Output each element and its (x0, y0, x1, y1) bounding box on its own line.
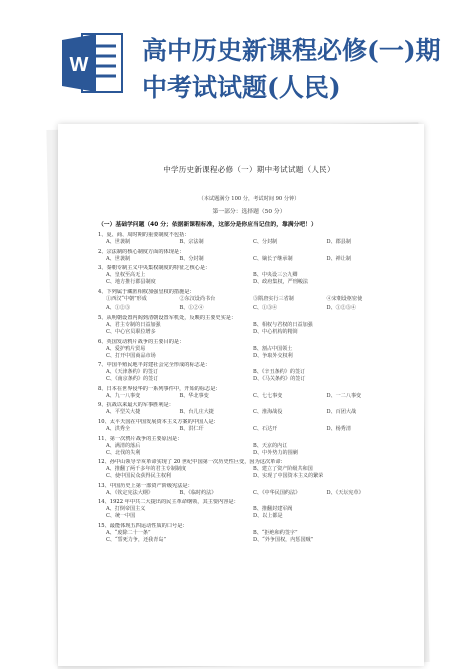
question-options (98, 490, 400, 497)
question-options (98, 530, 400, 544)
answer-option: C、淮海战役 (253, 409, 283, 416)
answer-option: C、嫡长子继承制 (253, 255, 293, 262)
question-stem: 5、从明朝设置内阁到清朝设置军机处，反映的主要史实是： (98, 314, 237, 321)
answer-option: D、“外争国权，内惩国贼” (253, 536, 314, 543)
question-options (98, 426, 400, 433)
answer-option: D、①②③④ (326, 305, 357, 312)
answer-option: A、“废除二十一条” (106, 529, 151, 536)
question-item (98, 483, 400, 497)
answer-option: B、推翻封建军阀 (253, 506, 293, 513)
question-options (98, 305, 400, 312)
question-stem: 8、日本在世界侵华的一系列事件中，开始的标志是： (98, 385, 221, 392)
question-item (98, 499, 400, 520)
exam-note: （本试题满分 100 分，考试时间 90 分钟） (198, 196, 300, 202)
answer-option: A、打倒帝国主义 (106, 506, 146, 513)
question-item (98, 232, 400, 246)
answer-option: D、郡县制 (326, 239, 351, 245)
svg-text:W: W (69, 54, 89, 76)
answer-option: B、分封制 (179, 255, 204, 262)
answer-option: C、《中华民国约法》 (253, 489, 301, 496)
answer-option: ②东汉设尚书台 (179, 295, 216, 302)
answer-option: D、一二八事变 (326, 392, 362, 399)
question-stem: 6、英国发动鸦片战争的主要目的是： (98, 338, 185, 345)
answer-option: C、分封制 (253, 239, 278, 245)
question-stem: 13、中国历史上第一部资产阶级宪法是： (98, 482, 193, 489)
answer-option: B、①②④ (179, 305, 204, 312)
question-options (98, 466, 400, 480)
answer-option: A、满清的落后 (106, 442, 141, 449)
question-item (98, 386, 400, 400)
answer-option: A、洪秀全 (106, 425, 131, 432)
answer-option: ③隋唐实行三省制 (253, 295, 294, 302)
answer-option: C、北伐的失利 (106, 449, 141, 456)
page-title: 高中历史新课程必修(一)期中考试试题(人民) (142, 36, 441, 102)
question-options (98, 296, 400, 303)
question-stem: 2、宗法制的核心制度方面的体现是： (98, 248, 185, 255)
answer-option: A、世袭制 (106, 255, 131, 262)
answer-option: D、中外势力的围剿 (253, 449, 298, 456)
question-options (98, 346, 400, 360)
answer-option: C、“誓死力争，还我青岛” (106, 536, 167, 543)
answer-option: C、中心官员职位增多 (106, 328, 156, 335)
answer-option: B、宗法制 (179, 239, 204, 245)
answer-option: A、皇权至高无上 (106, 272, 146, 279)
question-stem: 9、抗战以来最大的军事胜利是： (98, 402, 174, 409)
answer-option: C、石达开 (253, 425, 278, 432)
answer-option: B、《临时约法》 (179, 489, 217, 496)
question-item (98, 436, 400, 457)
answer-option: A、君主专制的日益加强 (106, 321, 161, 328)
answer-option: C、使中国民众获得民主权利 (106, 473, 172, 480)
answer-option: C、七七事变 (253, 392, 283, 399)
answer-option: B、天京的内讧 (253, 442, 288, 449)
answer-option: C、地方推行郡县制度 (106, 279, 156, 286)
answer-option: D、中心机构的精简 (253, 328, 298, 335)
question-stem: 12、孙中山领导辛亥革命实现了 20 世纪中国第一次历史性巨变，因为这次革命： (98, 459, 286, 466)
answer-option: D、实现了中国资本主义的繁荣 (253, 473, 324, 480)
answer-option: D、《马关条约》的签订 (253, 376, 306, 383)
answer-option: D、《天坛宪草》 (326, 489, 364, 496)
question-item (98, 362, 400, 383)
answer-option: B、《辛丑条约》的签订 (253, 369, 306, 376)
question-list (98, 232, 400, 544)
question-item (98, 305, 400, 312)
question-stem: 14、1922 年中共二大提出的民主革命纲领，其主要内容是： (98, 499, 239, 506)
answer-option: D、争取外交权利 (253, 352, 293, 359)
question-stem: 4、下列属于藏匿相权加强皇权的措施是： (98, 288, 195, 295)
answer-option: B、割占中国领土 (253, 345, 293, 352)
document-title: 中学历史新课程必修（一）期中考试试题（人民） (163, 165, 335, 174)
answer-option: ①西汉“中朝”形成 (106, 295, 147, 302)
answer-option: A、推翻了两千多年的君主专制制度 (106, 466, 187, 473)
header (0, 0, 474, 120)
question-stem: 1、夏、商、周时期的重要制度不包括： (98, 232, 190, 238)
answer-option: D、禅让制 (326, 255, 351, 262)
answer-option: B、台儿庄大捷 (179, 409, 214, 416)
answer-option: B、华北事变 (179, 392, 209, 399)
question-options (98, 393, 400, 400)
answer-option: A、平型关大捷 (106, 409, 141, 416)
answer-option: A、爱护鸦片贸易 (106, 345, 146, 352)
question-item (98, 419, 400, 433)
answer-option: ④宋朝设枢密使 (326, 295, 363, 302)
question-item (98, 523, 400, 544)
question-item (98, 249, 400, 263)
question-options (98, 409, 400, 416)
answer-option: A、《天津条约》的签订 (106, 369, 159, 376)
question-item (98, 315, 400, 336)
answer-option: D、以上都是 (253, 513, 283, 520)
answer-option: B、洪仁玕 (179, 425, 204, 432)
question-stem: 15、最能体现五四运动性质的口号是： (98, 522, 188, 529)
question-options (98, 322, 400, 336)
question-options (98, 272, 400, 286)
answer-option: A、九一八事变 (106, 392, 141, 399)
question-stem: 3、秦朝专制主义中央集权制度的特征之核心是： (98, 265, 211, 272)
question-item (98, 339, 400, 360)
answer-option: B、相权与君权的日益加强 (253, 321, 313, 328)
answer-option: A、世袭制 (106, 239, 131, 245)
answer-option: C、《南京条约》的签订 (106, 376, 159, 383)
answer-option: D、政府集权，严刑峻法 (253, 279, 309, 286)
document-page (58, 124, 424, 666)
answer-option: C、统一中国 (106, 513, 136, 520)
answer-option: A、《钦定宪法大纲》 (106, 489, 153, 496)
answer-option: B、建立了资产阶级共和国 (253, 466, 313, 473)
question-options (98, 443, 400, 457)
question-options (98, 506, 400, 520)
question-item (98, 265, 400, 286)
answer-option: A、①②③ (106, 305, 131, 312)
question-item (98, 402, 400, 416)
question-options (98, 239, 400, 246)
question-stem: 10、太平天国在中国发展资本主义方案的中国人是： (98, 418, 219, 425)
answer-option: C、打开中国商品市场 (106, 352, 156, 359)
question-item (98, 289, 400, 303)
question-stem: 7、中国半殖民地半封建社会完全形成的标志是： (98, 362, 211, 369)
question-item (98, 459, 400, 480)
answer-option: B、“拒绝和约签字” (253, 529, 298, 536)
answer-option: C、①③④ (253, 305, 278, 312)
answer-option: D、杨秀清 (326, 425, 351, 432)
answer-option: D、百团大战 (326, 409, 357, 416)
answer-option: B、中央设三公九卿 (253, 272, 298, 279)
word-document-icon (62, 30, 124, 96)
part-heading: 第一部分：选择题（50 分） (212, 209, 286, 215)
question-options (98, 256, 400, 263)
question-options (98, 369, 400, 383)
section-heading: （一）基础学问题（40 分；依据新课程标准，这部分是你应当记住的，靠满分吧！） (98, 222, 317, 228)
question-stem: 11、第一次鸦片战争的主要原因是： (98, 435, 183, 442)
